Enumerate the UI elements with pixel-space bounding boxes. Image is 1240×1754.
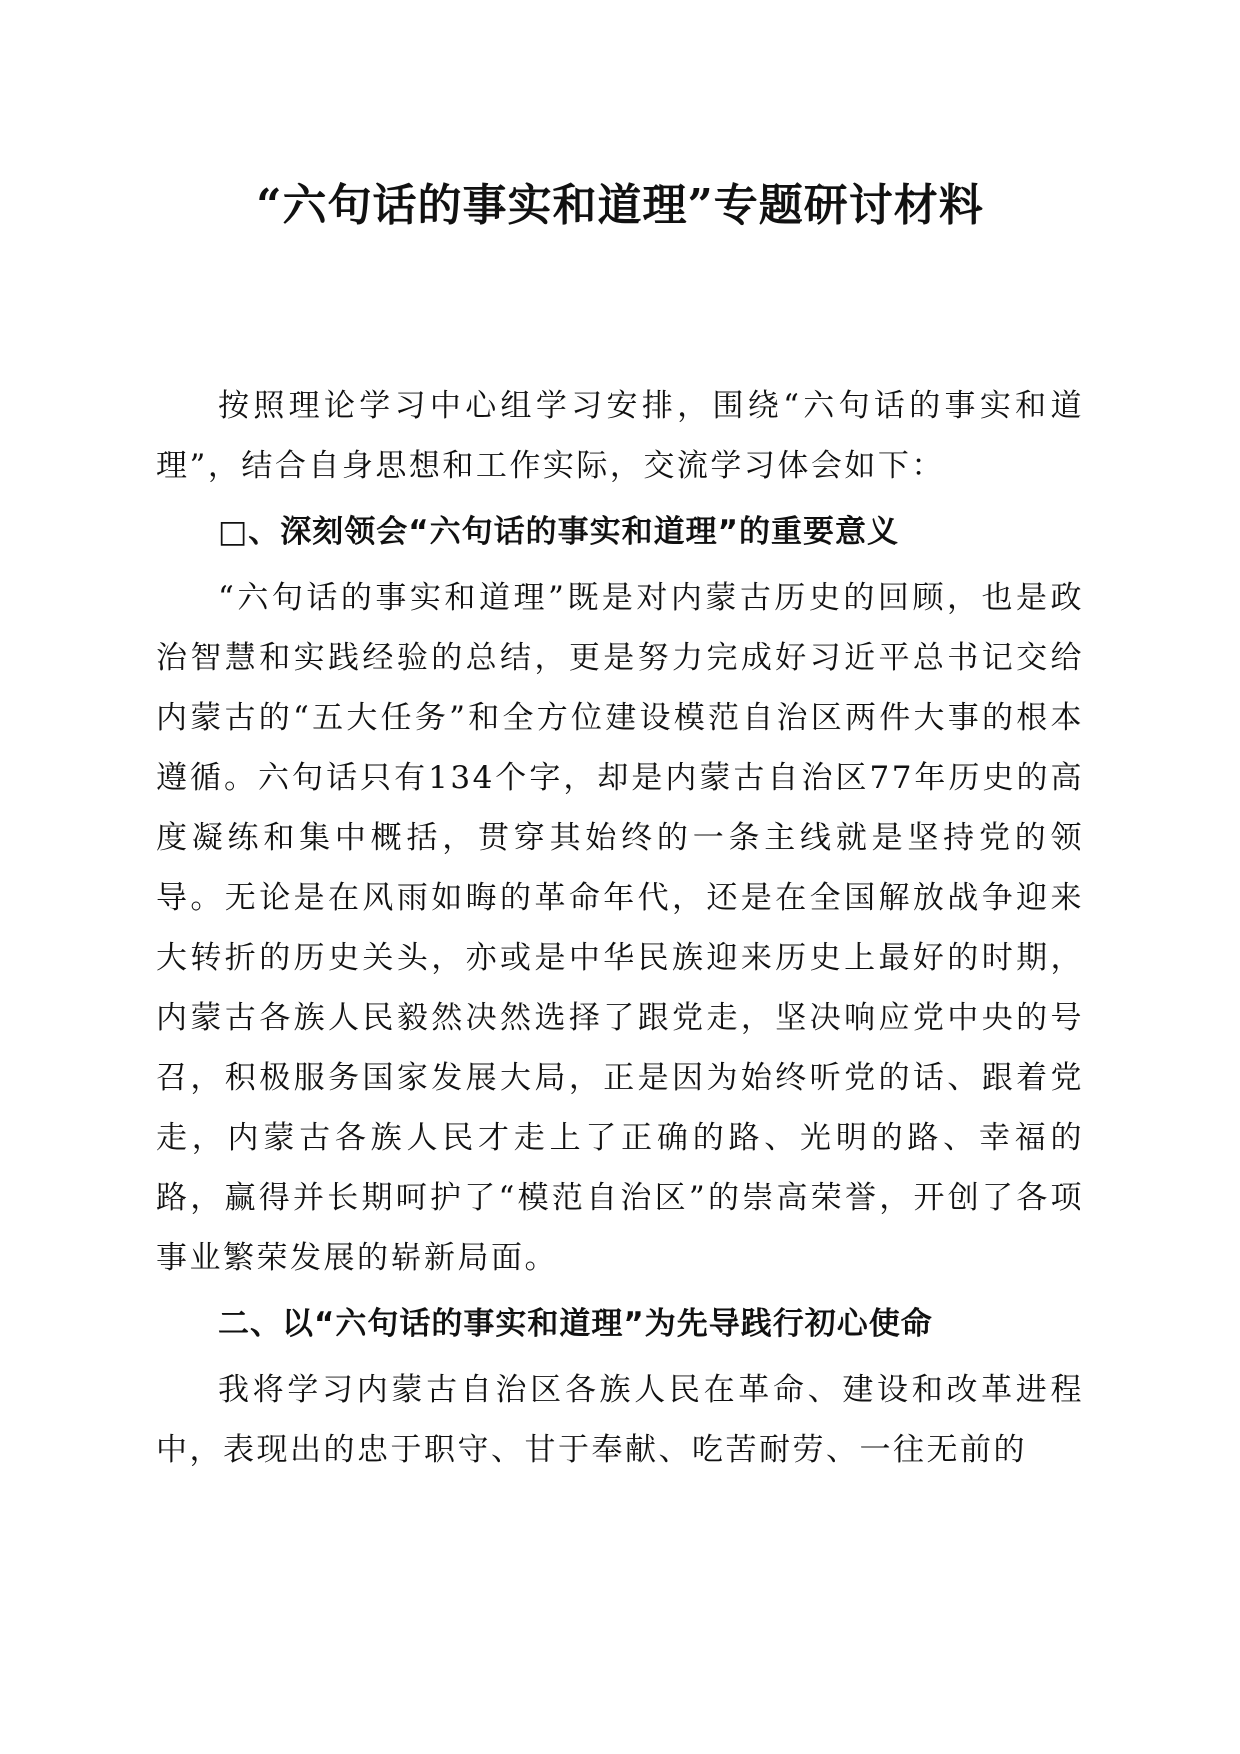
intro-paragraph: 按照理论学习中心组学习安排，围绕“六句话的事实和道理”，结合自身思想和工作实际，交流学习体会如下： (156, 388, 1084, 484)
section-2-paragraph: 我将学习内蒙古自治区各族人民在革命、建设和改革进程中，表现出的忠于职守、甘于奉献、吃苦耐劳、一往无前的 (156, 1372, 1084, 1468)
document-body (156, 376, 1084, 1480)
section-2-heading: 二、以“六句话的事实和道理”为先导践行初心使命 (218, 1306, 933, 1342)
section-1-paragraph: “六句话的事实和道理”既是对内蒙古历史的回顾，也是政治智慧和实践经验的总结，更是努力完成好习近平总书记交给内蒙古的“五大任务”和全方位建设模范自治区两件大事的根本遵循。六句话只有134个字，却是内蒙古自治区77年历史的高度凝练和集中概括，贯穿其始终的一条主线就是坚持党的领导。无论是在风雨如晦的革命年代，还是在全国解放战争迎来大转折的历史关头，亦或是中华民族迎来历史上最好的时期，内蒙古各族人民毅然决然选择了跟党走，坚决响应党中央的号召，积极服务国家发展大局，正是因为始终听党的话、跟着党走，内蒙古各族人民才走上了正确的路、光明的路、幸福的路，赢得并长期呵护了“模范自治区”的崇高荣誉，开创了各项事业繁荣发展的崭新局面。 (156, 580, 1084, 1276)
section-1-heading: □、深刻领会“六句话的事实和道理”的重要意义 (218, 514, 900, 550)
document-title: “六句话的事实和道理”专题研讨材料 (256, 180, 984, 231)
